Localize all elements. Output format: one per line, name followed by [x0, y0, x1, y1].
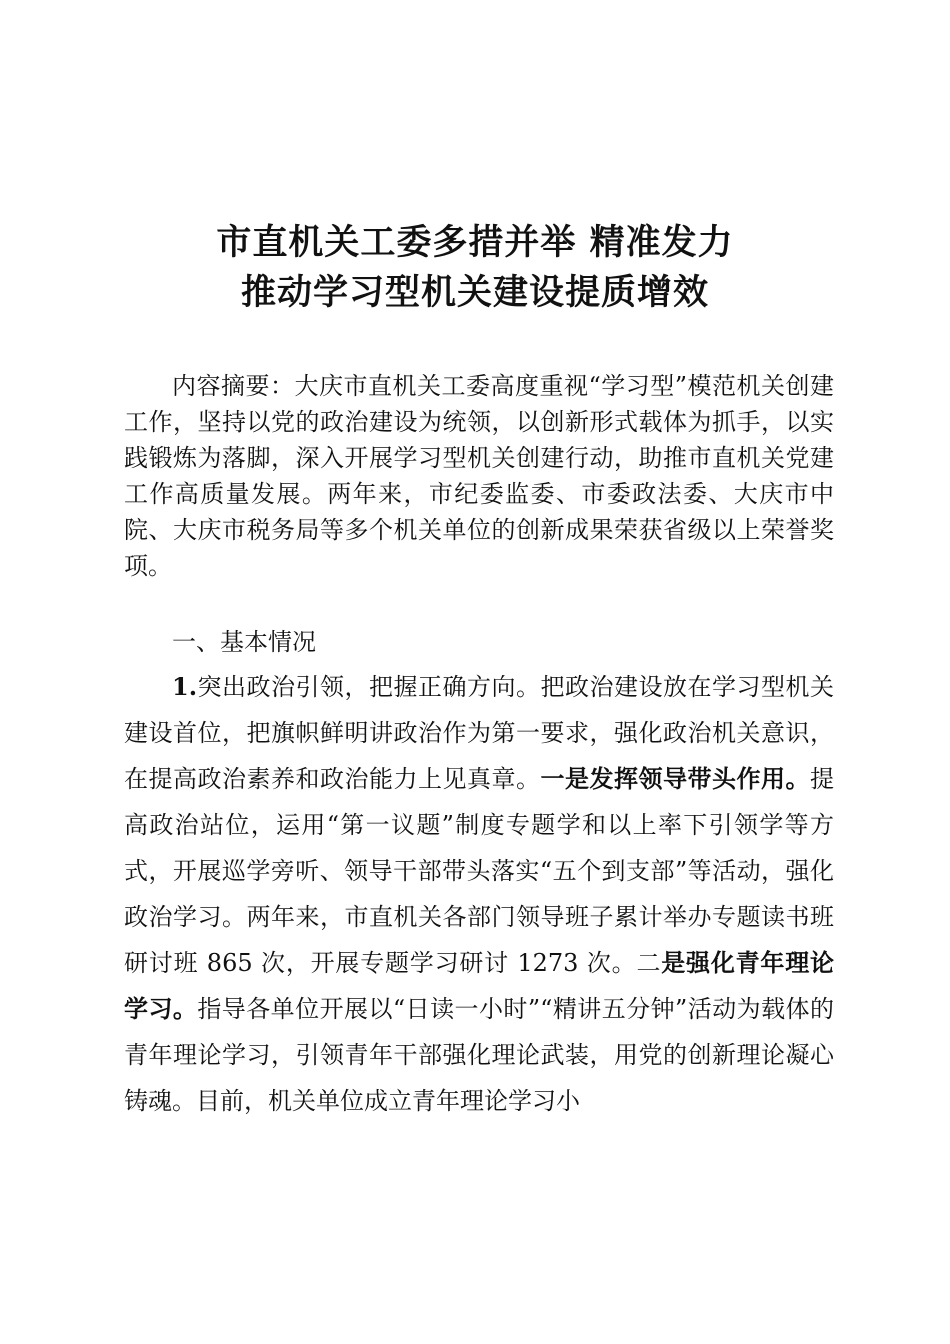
abstract-paragraph: 内容摘要：大庆市直机关工委高度重视“学习型”模范机关创建工作，坚持以党的政治建设为统领，以创新形式载体为抓手，以实践锻炼为落脚，深入开展学习型机关创建行动，助推市直机关党建工作高质量发展。两年来，市纪委监委、市委政法委、大庆市中院、大庆市税务局等多个机关单位的创新成果荣获省级以上荣誉奖项。 — [124, 372, 834, 580]
section-heading-block — [124, 620, 834, 664]
point-two-heading: 是强化青年理论学习。 — [124, 949, 835, 1023]
document-title — [0, 218, 950, 318]
abstract-block — [124, 368, 834, 584]
item-text: 突出政治引领，把握正确方向。把政治建设放在学习型机关建设首位，把旗帜鲜明讲政治作为第一要求，强化政治机关意识，在提高政治素养和政治能力上见真章。 — [124, 673, 834, 793]
section-heading: 一、基本情况 — [172, 628, 316, 656]
title-line-1: 市直机关工委多措并举 精准发力 — [216, 222, 734, 263]
item-number: 1. — [172, 672, 198, 701]
point-two-text: 指导各单位开展以“日读一小时”“精讲五分钟”活动为载体的青年理论学习，引领青年干部强化理论武装，用党的创新理论凝心铸魂。目前，机关单位成立青年理论学习小 — [124, 995, 835, 1115]
point-one-text: 提高政治站位，运用“第一议题”制度专题学和以上率下引领学等方式，开展巡学旁听、领导干部带头落实“五个到支部”等活动，强化政治学习。两年来，市直机关各部门领导班子累计举办专题读书班研讨班 865 次，开展专题学习研讨 1273 次。二 — [124, 765, 834, 977]
title-line-2: 推动学习型机关建设提质增效 — [240, 272, 709, 313]
point-one-heading: 一是发挥领导带头作用。 — [540, 765, 810, 793]
main-paragraph — [124, 664, 834, 1124]
main-content-block — [124, 664, 834, 1124]
